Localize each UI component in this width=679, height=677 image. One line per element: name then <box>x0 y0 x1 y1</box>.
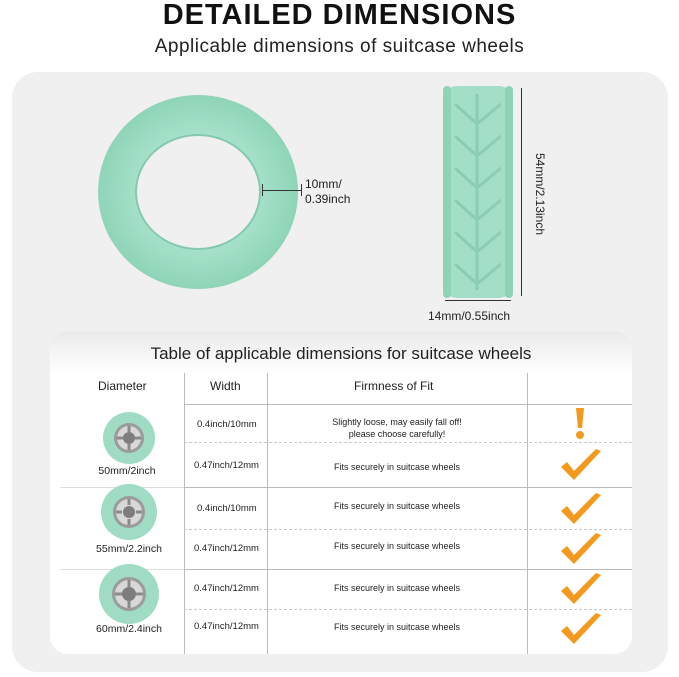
row-fit-line1: Fits securely in suitcase wheels <box>333 462 461 472</box>
diameter-50mm: 50mm/2inch <box>98 465 156 477</box>
column-divider <box>267 373 268 654</box>
row-divider <box>184 529 632 530</box>
thickness-inch-label: 0.39inch <box>305 192 351 206</box>
wheel-55mm-image <box>100 483 158 541</box>
wheel-cover-front-image <box>96 93 300 291</box>
thickness-tick-left <box>262 184 263 196</box>
thickness-label: 10mm/ <box>305 177 342 191</box>
column-divider <box>527 373 528 654</box>
wheel-50mm-image <box>102 411 156 465</box>
wheel-60mm-image <box>98 563 160 625</box>
row-fit-line2: please choose carefully! <box>348 429 446 439</box>
column-header-diameter: Diameter <box>98 379 147 393</box>
height-label: 54mm/2.13inch <box>533 152 547 236</box>
group-divider <box>184 487 632 488</box>
thickness-tick-right <box>301 184 302 196</box>
row-width: 0.47inch/12mm <box>194 543 259 554</box>
checkmark-icon <box>558 611 604 647</box>
checkmark-icon <box>558 447 604 483</box>
row-width: 0.47inch/12mm <box>194 621 259 632</box>
checkmark-icon <box>558 571 604 607</box>
row-divider <box>184 609 632 610</box>
row-fit-line1: Fits securely in suitcase wheels <box>333 541 461 551</box>
diameter-55mm: 55mm/2.2inch <box>96 543 162 555</box>
row-divider <box>184 442 632 443</box>
width-arrow <box>445 300 511 301</box>
diameter-60mm: 60mm/2.4inch <box>96 623 162 635</box>
row-width: 0.47inch/12mm <box>194 460 259 471</box>
column-header-fit: Firmness of Fit <box>354 379 434 393</box>
checkmark-icon <box>558 531 604 567</box>
table-title: Table of applicable dimensions for suitcase wheels <box>50 331 632 373</box>
wheel-cover-side-image <box>439 84 517 300</box>
page-title: DETAILED DIMENSIONS <box>162 0 517 31</box>
checkmark-icon <box>558 491 604 527</box>
row-fit-line1: Fits securely in suitcase wheels <box>333 583 461 593</box>
warning-exclamation-icon <box>573 406 587 440</box>
column-divider <box>184 373 185 654</box>
row-width: 0.4inch/10mm <box>197 419 257 430</box>
height-arrow <box>521 88 522 296</box>
page-subtitle: Applicable dimensions of suitcase wheels <box>154 36 525 57</box>
column-header-width: Width <box>210 379 241 393</box>
width-label: 14mm/0.55inch <box>428 309 511 323</box>
thickness-arrow <box>262 190 302 191</box>
row-fit-line1: Fits securely in suitcase wheels <box>333 622 461 632</box>
header-row-divider <box>184 404 632 405</box>
dimension-table <box>50 331 632 654</box>
row-fit-line1: Fits securely in suitcase wheels <box>333 501 461 511</box>
group-divider <box>184 569 632 570</box>
row-width: 0.4inch/10mm <box>197 503 257 514</box>
row-fit-line1: Slightly loose, may easily fall off! <box>332 417 462 427</box>
row-width: 0.47inch/12mm <box>194 583 259 594</box>
